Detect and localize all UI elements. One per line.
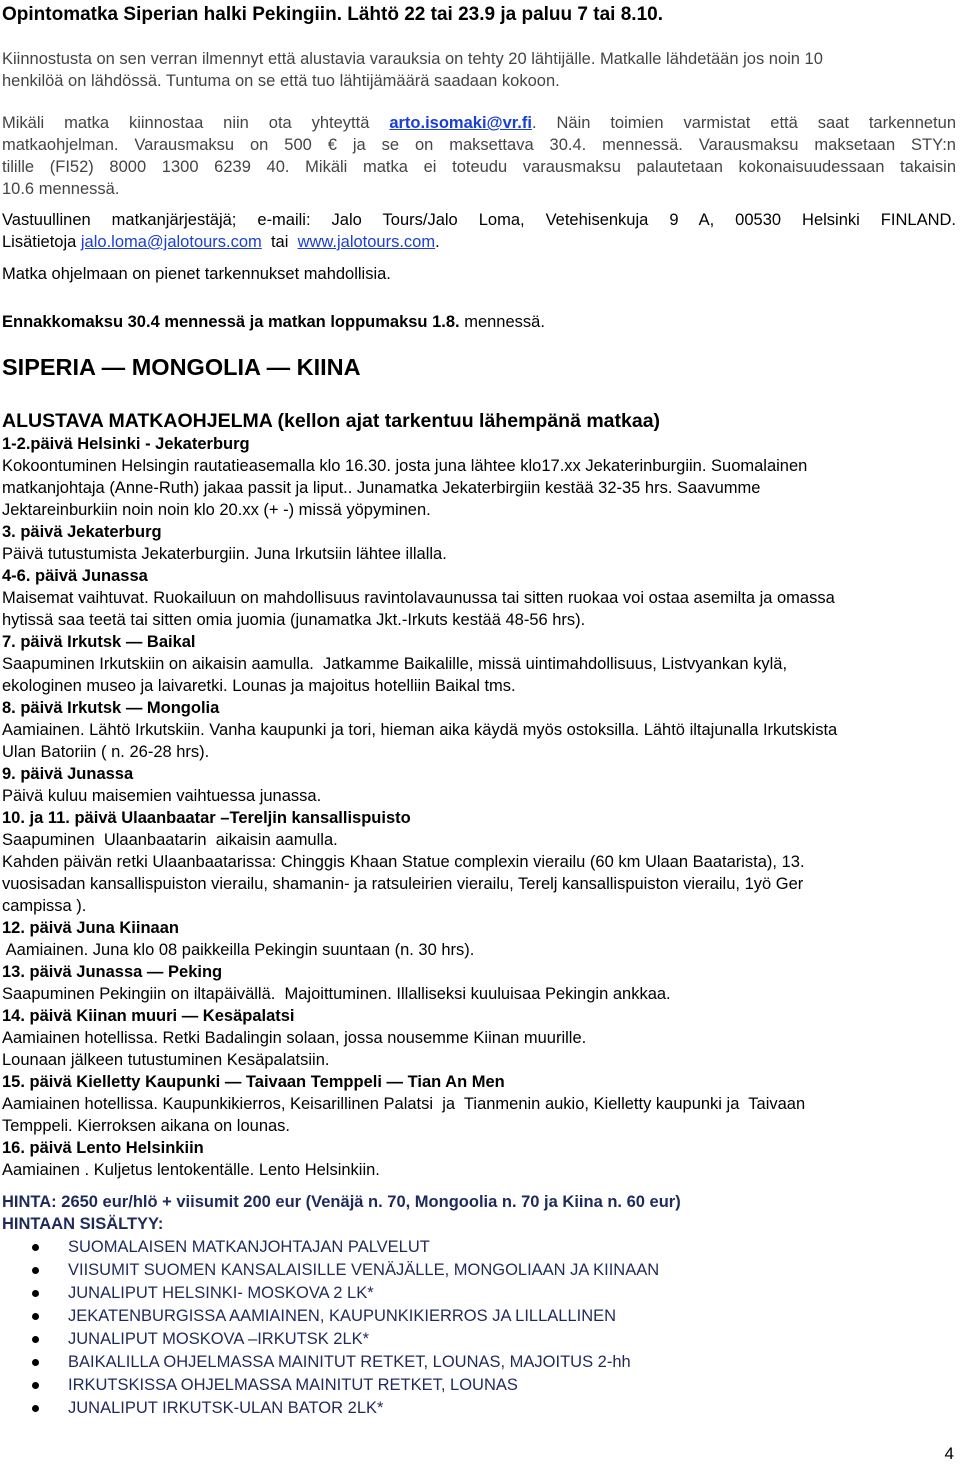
bullet-icon: [32, 1359, 39, 1366]
includes-list: [2, 1236, 659, 1420]
includes-item-text: BAIKALILLA OHJELMASSA MAINITUT RETKET, LOUNAS, MAJOITUS 2-hh: [68, 1353, 631, 1371]
bullet-icon: [32, 1290, 39, 1297]
day-heading: 4-6. päivä Junassa: [2, 567, 148, 585]
bullet-icon: [32, 1382, 39, 1389]
contact-line: 10.6 mennessä.: [2, 180, 120, 198]
organizer-line: [2, 231, 956, 253]
day-description-line: Lounaan jälkeen tutustuminen Kesäpalatsiin.: [2, 1051, 330, 1069]
day-description-line: Saapuminen Irkutskiin on aikaisin aamulla. Jatkamme Baikalille, missä uintimahdollisuus, Listvyankan kylä,: [2, 655, 788, 673]
organizer-text: .: [435, 233, 440, 251]
day-description-line: Aamiainen. Lähtö Irkutskiin. Vanha kaupunki ja tori, hieman aika käydä myös ostoksilla. Lähtö iltajunalla Irkutskista: [2, 721, 838, 739]
bullet-icon: [32, 1336, 39, 1343]
page-title: Opintomatka Siperian halki Pekingiin. Lähtö 22 tai 23.9 ja paluu 7 tai 8.10.: [2, 4, 663, 25]
contact-text: . Näin toimien varmistat että saat tarkennetun: [531, 114, 956, 132]
intro-paragraph: [2, 48, 823, 92]
itinerary-day: [2, 565, 837, 631]
day-heading: 1-2.päivä Helsinki - Jekaterburg: [2, 435, 250, 453]
organizer-paragraph: [2, 209, 956, 253]
route-heading: SIPERIA — MONGOLIA — KIINA: [2, 354, 361, 380]
day-description-line: matkanjohtaja (Anne-Ruth) jakaa passit ja liput.. Junamatka Jekaterbirgiin kestää 32-35 hrs. Saavumme: [2, 479, 761, 497]
itinerary-day: [2, 961, 837, 1005]
itinerary: [2, 433, 837, 1181]
bullet-icon: [32, 1244, 39, 1251]
contact-line: [2, 156, 956, 178]
itinerary-day: [2, 521, 837, 565]
intro-line: Kiinnostusta on sen verran ilmennyt että alustavia varauksia on tehty 20 lähtijälle. Matkalle lähdetään jos noin 10: [2, 50, 823, 68]
day-description-line: campissa ).: [2, 897, 87, 915]
day-heading: 14. päivä Kiinan muuri — Kesäpalatsi: [2, 1007, 295, 1025]
day-description-line: Temppeli. Kierroksen aikana on lounas.: [2, 1117, 291, 1135]
organizer-line: Vastuullinen matkanjärjestäjä; e-maili: Jalo Tours/Jalo Loma, Vetehisenkuja 9 A, 00530 Helsinki FINLAND.: [2, 211, 956, 229]
itinerary-day: [2, 631, 837, 697]
contact-text: Mikäli matka ei toteudu varausmaksu palautetaan kokonaisuudessaan takaisin: [289, 158, 957, 176]
bank-account-text: tilille (FI52) 8000 1300 6239 40.: [2, 158, 290, 176]
payment-bold-text: Ennakkomaksu 30.4 mennessä ja matkan loppumaksu 1.8.: [2, 313, 460, 331]
itinerary-day: [2, 433, 837, 521]
day-description-line: Saapuminen Pekingiin on iltapäivällä. Majoittuminen. Illalliseksi kuuluisaa Pekingin ankkaa.: [2, 985, 671, 1003]
day-description-line: Maisemat vaihtuvat. Ruokailuun on mahdollisuus ravintolavaunussa tai sitten ruokaa voi ostaa asemilta ja omassa: [2, 589, 835, 607]
day-heading: 7. päivä Irkutsk — Baikal: [2, 633, 196, 651]
intro-line: henkilöä on lähdössä. Tuntuma on se että tuo lähtijämäärä saadaan kokoon.: [2, 72, 560, 90]
day-heading: 3. päivä Jekaterburg: [2, 523, 162, 541]
payment-text: [2, 311, 545, 333]
organizer-text: tai: [261, 233, 298, 251]
day-heading: 9. päivä Junassa: [2, 765, 134, 783]
includes-item: [2, 1305, 659, 1328]
includes-item: [2, 1236, 659, 1259]
day-description-line: Jektareinburkiin noin noin klo 20.xx (+ -) missä yöpyminen.: [2, 501, 431, 519]
bullet-icon: [32, 1405, 39, 1412]
day-description-line: Ulan Batoriin ( n. 26-28 hrs).: [2, 743, 210, 761]
day-description-line: Kahden päivän retki Ulaanbaatarissa: Chinggis Khaan Statue complexin vierailu (60 km Ulaan Baatarista), 13.: [2, 853, 805, 871]
day-heading: 8. päivä Irkutsk — Mongolia: [2, 699, 220, 717]
payment-normal-text: mennessä.: [459, 313, 545, 331]
includes-item: [2, 1374, 659, 1397]
includes-item-text: JUNALIPUT IRKUTSK-ULAN BATOR 2LK*: [68, 1399, 384, 1417]
includes-item: [2, 1397, 659, 1420]
includes-item-text: IRKUTSKISSA OHJELMASSA MAINITUT RETKET, LOUNAS: [68, 1376, 518, 1394]
contact-email-link[interactable]: arto.isomaki@vr.fi: [389, 114, 532, 132]
includes-item-text: SUOMALAISEN MATKANJOHTAJAN PALVELUT: [68, 1238, 430, 1256]
itinerary-day: [2, 697, 837, 763]
day-description-line: Aamiainen. Juna klo 08 paikkeilla Pekingin suuntaan (n. 30 hrs).: [2, 941, 475, 959]
price-text: HINTA: 2650 eur/hlö + viisumit 200 eur (Venäjä n. 70, Mongoolia n. 70 ja Kiina n. 60 eur): [2, 1193, 681, 1211]
itinerary-day: [2, 1137, 837, 1181]
organizer-website-link[interactable]: www.jalotours.com: [297, 233, 436, 251]
itinerary-day: [2, 807, 837, 917]
contact-text: Mikäli matka kiinnostaa niin ota yhteyttä: [2, 114, 390, 132]
contact-line: matkaohjelman. Varausmaksu on 500 € ja se on maksettava 30.4. mennessä. Varausmaksu maksetaan STY:n: [2, 136, 956, 154]
itinerary-day: [2, 917, 837, 961]
day-description-line: Aamiainen hotellissa. Kaupunkikierros, Keisarillinen Palatsi ja Tianmenin aukio, Kielletty kaupunki ja Taivaan: [2, 1095, 806, 1113]
day-description-line: hytissä saa teetä tai sitten omia juomia (junamatka Jkt.-Irkuts kestää 48-56 hrs).: [2, 611, 586, 629]
includes-item-text: JUNALIPUT HELSINKI- MOSKOVA 2 LK*: [68, 1284, 374, 1302]
bullet-icon: [32, 1267, 39, 1274]
includes-item: [2, 1282, 659, 1305]
day-description-line: Päivä tutustumista Jekaterburgiin. Juna Irkutsiin lähtee illalla.: [2, 545, 447, 563]
bullet-icon: [32, 1313, 39, 1320]
day-description-line: Aamiainen . Kuljetus lentokentälle. Lento Helsinkiin.: [2, 1161, 380, 1179]
includes-item-text: JEKATENBURGISSA AAMIAINEN, KAUPUNKIKIERROS JA LILLALLINEN: [68, 1307, 617, 1325]
day-description-line: ekologinen museo ja laivaretki. Lounas ja majoitus hotelliin Baikal tms.: [2, 677, 516, 695]
day-heading: 16. päivä Lento Helsinkiin: [2, 1139, 204, 1157]
contact-paragraph: [2, 112, 956, 200]
includes-item: [2, 1259, 659, 1282]
contact-line: [2, 112, 956, 134]
includes-heading: HINTAAN SISÄLTYY:: [2, 1215, 164, 1233]
day-description-line: vuosisadan kansallispuiston vierailu, shamanin- ja ratsuleirien vierailu, Terelj kansallispuiston vierailu, 1yö Ger: [2, 875, 804, 893]
day-heading: 15. päivä Kielletty Kaupunki — Taivaan Temppeli — Tian An Men: [2, 1073, 505, 1091]
day-heading: 12. päivä Juna Kiinaan: [2, 919, 179, 937]
day-description-line: Aamiainen hotellissa. Retki Badalingin solaan, jossa nousemme Kiinan muurille.: [2, 1029, 587, 1047]
includes-item-text: JUNALIPUT MOSKOVA –IRKUTSK 2LK*: [68, 1330, 370, 1348]
includes-item: [2, 1351, 659, 1374]
day-description-line: Päivä kuluu maisemien vaihtuessa junassa.: [2, 787, 322, 805]
day-description-line: Saapuminen Ulaanbaatarin aikaisin aamulla.: [2, 831, 338, 849]
itinerary-day: [2, 1005, 837, 1071]
day-heading: 13. päivä Junassa — Peking: [2, 963, 223, 981]
includes-item: [2, 1328, 659, 1351]
itinerary-day: [2, 763, 837, 807]
day-description-line: Kokoontuminen Helsingin rautatieasemalla klo 16.30. josta juna lähtee klo17.xx Jekaterinburgiin. Suomalainen: [2, 457, 808, 475]
day-heading: 10. ja 11. päivä Ulaanbaatar –Tereljin kansallispuisto: [2, 809, 411, 827]
itinerary-day: [2, 1071, 837, 1137]
organizer-text: Lisätietoja: [2, 233, 81, 251]
page-number: 4: [944, 1444, 954, 1463]
note-text: Matka ohjelmaan on pienet tarkennukset mahdollisia.: [2, 265, 391, 283]
organizer-email-link[interactable]: jalo.loma@jalotours.com: [80, 233, 262, 251]
program-heading: ALUSTAVA MATKAOHJELMA (kellon ajat tarkentuu lähempänä matkaa): [2, 410, 661, 432]
includes-item-text: VIISUMIT SUOMEN KANSALAISILLE VENÄJÄLLE, MONGOLIAAN JA KIINAAN: [68, 1261, 660, 1279]
